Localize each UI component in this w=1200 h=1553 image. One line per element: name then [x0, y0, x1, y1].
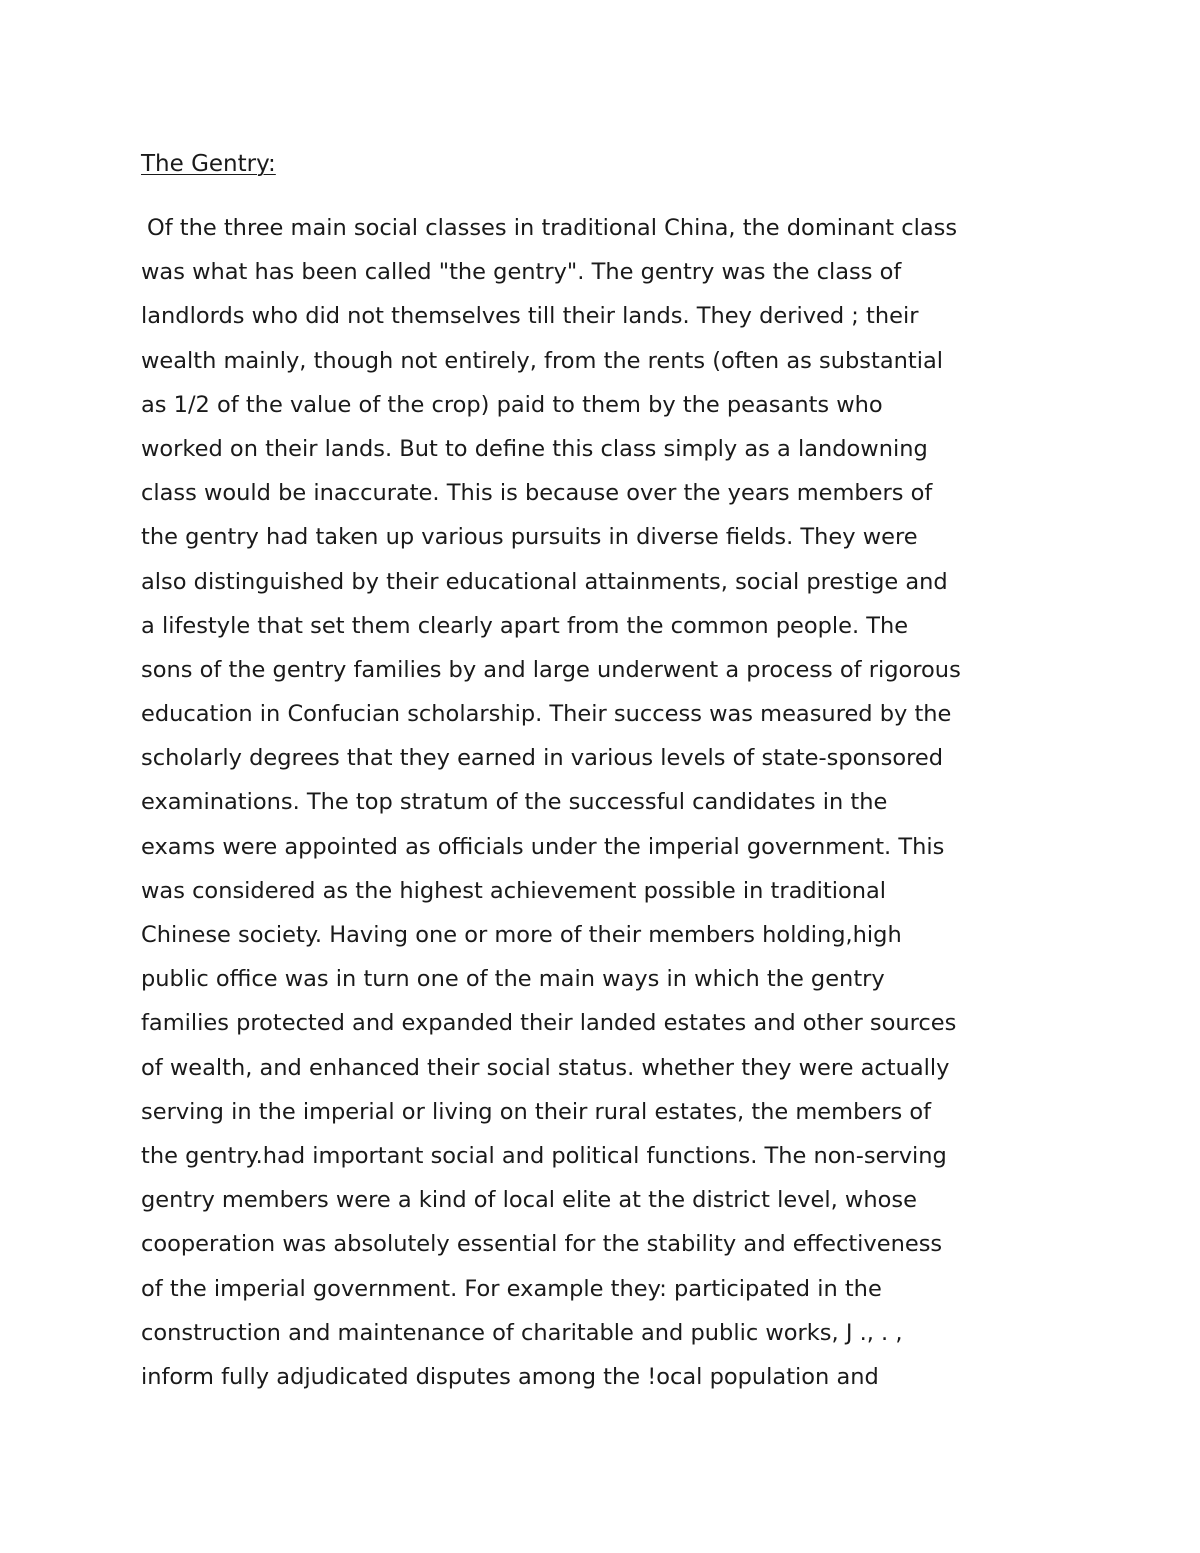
body-line: sons of the gentry families by and large underwent a process of rigorous — [141, 656, 961, 683]
body-line: of the imperial government. For example they: participated in the — [141, 1275, 882, 1302]
body-line: wealth mainly, though not entirely, from the rents (often as substantial — [141, 347, 943, 374]
body-line: class would be inaccurate. This is because over the years members of — [141, 480, 933, 507]
body-line: also distinguished by their educational attainments, social prestige and — [141, 568, 948, 595]
body-line: cooperation was absolutely essential for the stability and effectiveness — [141, 1231, 943, 1258]
body-line: construction and maintenance of charitable and public works, J ., . , — [141, 1319, 903, 1346]
body-line: inform fully adjudicated disputes among the !ocal population and — [141, 1363, 879, 1390]
body-line: landlords who did not themselves till their lands. They derived ; their — [141, 303, 919, 330]
body-line: as 1/2 of the value of the crop) paid to them by the peasants who — [141, 391, 883, 418]
body-line: the gentry.had important social and political functions. The non-serving — [141, 1142, 947, 1169]
body-line: serving in the imperial or living on their rural estates, the members of — [141, 1098, 932, 1125]
body-line: the gentry had taken up various pursuits in diverse fields. They were — [141, 524, 918, 551]
body-line: of wealth, and enhanced their social status. whether they were actually — [141, 1054, 950, 1081]
body-line: scholarly degrees that they earned in various levels of state-sponsored — [141, 745, 944, 772]
body-line: exams were appointed as officials under the imperial government. This — [141, 833, 945, 860]
body-line: was what has been called "the gentry". The gentry was the class of — [141, 259, 902, 286]
body-line: examinations. The top stratum of the successful candidates in the — [141, 789, 888, 816]
body-line: families protected and expanded their landed estates and other sources — [141, 1010, 957, 1037]
body-line: worked on their lands. But to define this class simply as a landowning — [141, 435, 928, 462]
body-line: was considered as the highest achievement possible in traditional — [141, 877, 887, 904]
body-line: education in Confucian scholarship. Their success was measured by the — [141, 701, 952, 728]
body-line: Chinese society. Having one or more of their members holding,high — [141, 922, 902, 948]
document-heading: The Gentry: — [141, 151, 276, 177]
body-line: public office was in turn one of the main ways in which the gentry — [141, 966, 885, 993]
document-body — [141, 206, 1091, 1399]
body-line: gentry members were a kind of local elite at the district level, whose — [141, 1187, 917, 1214]
body-line: Of the three main social classes in traditional China, the dominant class — [147, 215, 958, 241]
body-line: a lifestyle that set them clearly apart from the common people. The — [141, 612, 909, 639]
